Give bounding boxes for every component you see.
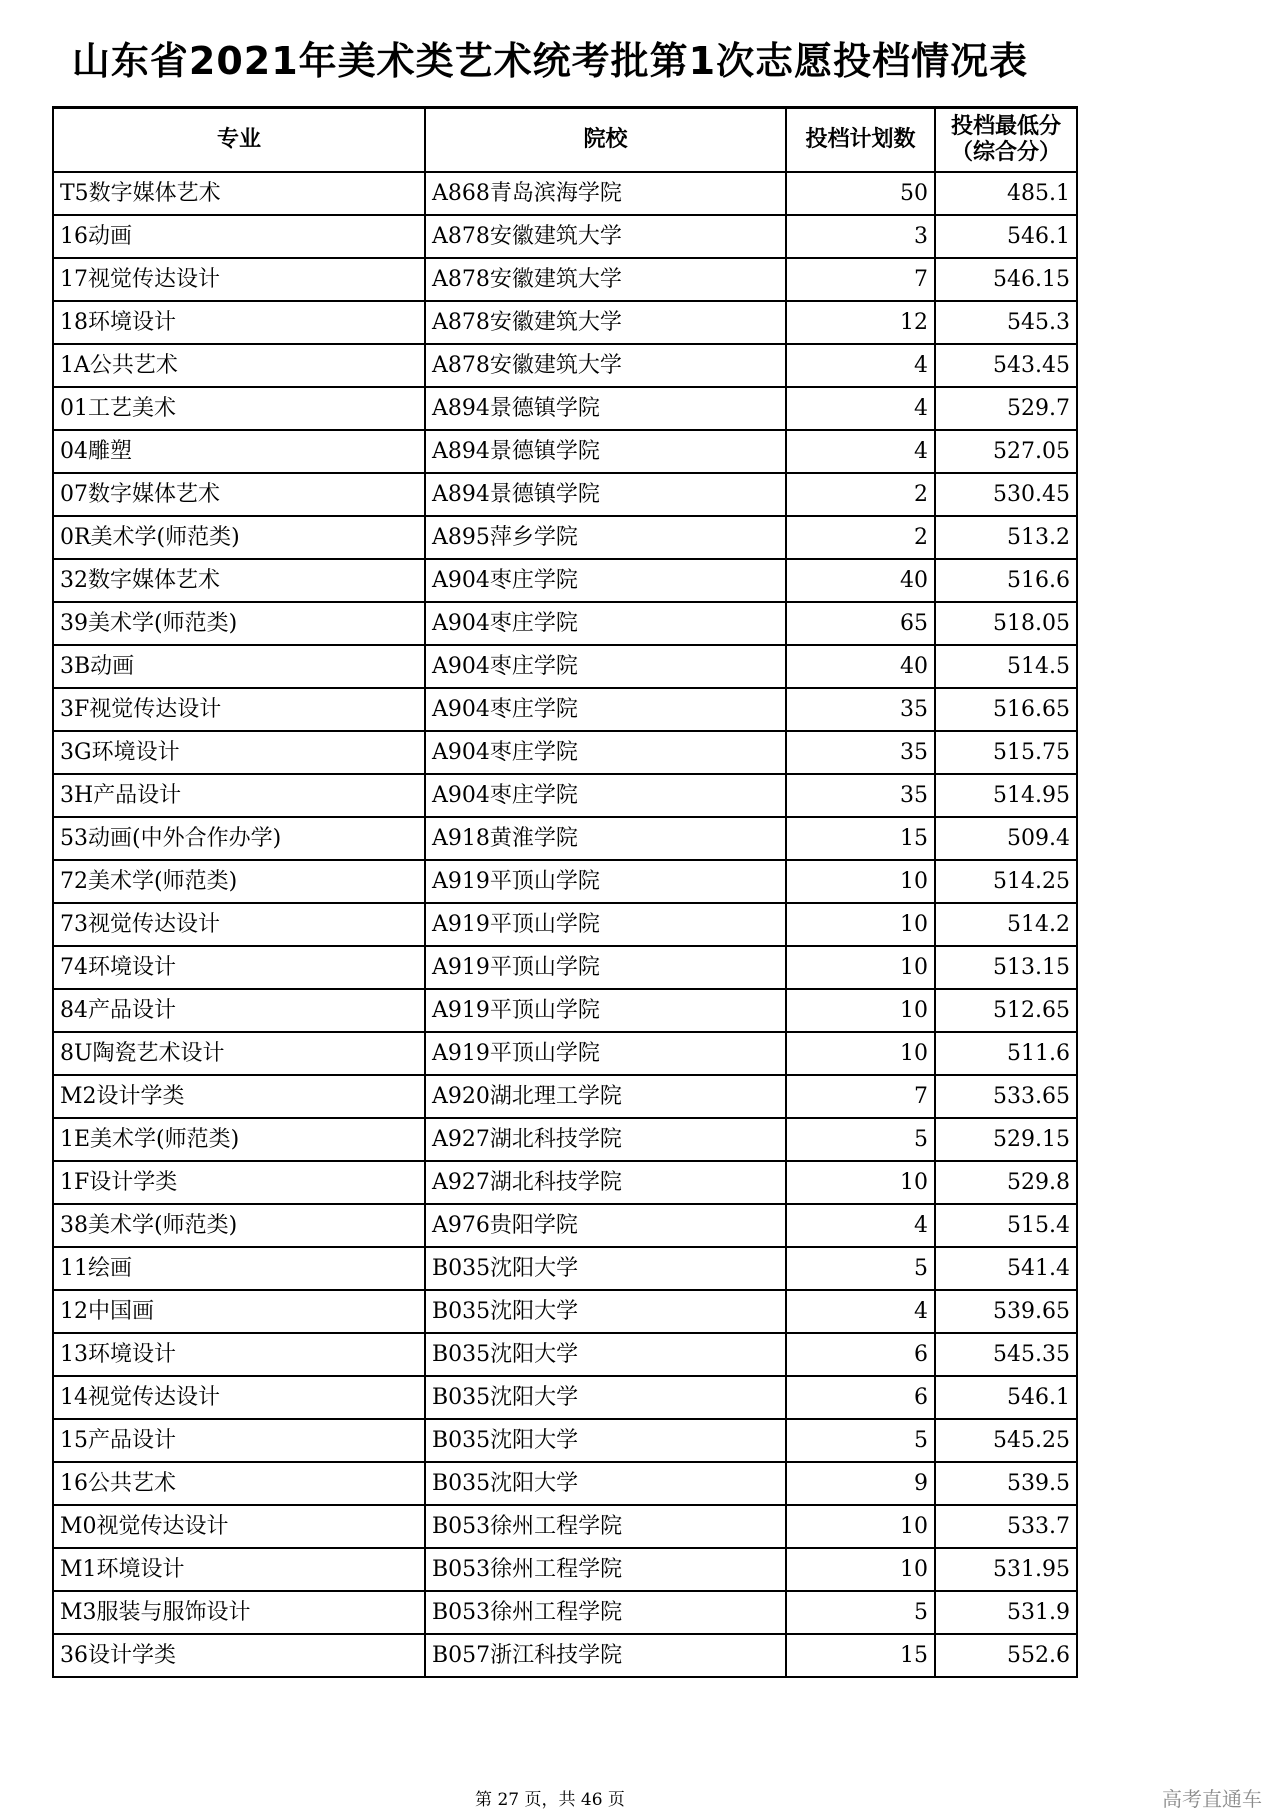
cell-school: B035沈阳大学 — [425, 1419, 786, 1462]
cell-major: 1E美术学(师范类) — [53, 1118, 425, 1161]
cell-school: A894景德镇学院 — [425, 430, 786, 473]
cell-school: A904枣庄学院 — [425, 645, 786, 688]
cell-school: A904枣庄学院 — [425, 774, 786, 817]
cell-major: 39美术学(师范类) — [53, 602, 425, 645]
cell-major: 15产品设计 — [53, 1419, 425, 1462]
cell-major: 36设计学类 — [53, 1634, 425, 1677]
cell-plan: 35 — [786, 731, 935, 774]
table-row — [53, 559, 1077, 602]
cell-plan: 10 — [786, 1548, 935, 1591]
table-row — [53, 1419, 1077, 1462]
cell-score: 516.6 — [935, 559, 1077, 602]
cell-score: 516.65 — [935, 688, 1077, 731]
cell-score: 518.05 — [935, 602, 1077, 645]
cell-score: 531.9 — [935, 1591, 1077, 1634]
cell-major: 53动画(中外合作办学) — [53, 817, 425, 860]
table-row — [53, 860, 1077, 903]
cell-major: 3F视觉传达设计 — [53, 688, 425, 731]
cell-major: 32数字媒体艺术 — [53, 559, 425, 602]
cell-score: 513.15 — [935, 946, 1077, 989]
cell-score: 543.45 — [935, 344, 1077, 387]
cell-school: A904枣庄学院 — [425, 731, 786, 774]
cell-major: 8U陶瓷艺术设计 — [53, 1032, 425, 1075]
table-row — [53, 1247, 1077, 1290]
cell-plan: 4 — [786, 387, 935, 430]
cell-plan: 15 — [786, 817, 935, 860]
cell-major: 13环境设计 — [53, 1333, 425, 1376]
table-row — [53, 817, 1077, 860]
table-row — [53, 1075, 1077, 1118]
cell-score: 546.1 — [935, 1376, 1077, 1419]
cell-major: 17视觉传达设计 — [53, 258, 425, 301]
cell-score: 529.8 — [935, 1161, 1077, 1204]
cell-major: 16公共艺术 — [53, 1462, 425, 1505]
cell-school: A919平顶山学院 — [425, 903, 786, 946]
cell-score: 515.75 — [935, 731, 1077, 774]
cell-school: A919平顶山学院 — [425, 860, 786, 903]
table-row — [53, 903, 1077, 946]
table-row — [53, 430, 1077, 473]
header-major: 专业 — [53, 108, 425, 173]
page-title: 山东省2021年美术类艺术统考批第1次志愿投档情况表 — [71, 39, 1029, 83]
cell-school: A894景德镇学院 — [425, 387, 786, 430]
cell-plan: 7 — [786, 258, 935, 301]
table-row — [53, 1591, 1077, 1634]
table-row — [53, 1032, 1077, 1075]
table-row — [53, 516, 1077, 559]
cell-score: 545.25 — [935, 1419, 1077, 1462]
table-row — [53, 774, 1077, 817]
cell-score: 541.4 — [935, 1247, 1077, 1290]
cell-school: A918黄淮学院 — [425, 817, 786, 860]
cell-score: 485.1 — [935, 172, 1077, 215]
cell-school: B057浙江科技学院 — [425, 1634, 786, 1677]
cell-score: 552.6 — [935, 1634, 1077, 1677]
cell-major: 1F设计学类 — [53, 1161, 425, 1204]
cell-plan: 5 — [786, 1247, 935, 1290]
table-row — [53, 258, 1077, 301]
cell-plan: 6 — [786, 1376, 935, 1419]
cell-plan: 10 — [786, 1505, 935, 1548]
cell-school: A927湖北科技学院 — [425, 1161, 786, 1204]
cell-school: A919平顶山学院 — [425, 1032, 786, 1075]
cell-school: B053徐州工程学院 — [425, 1591, 786, 1634]
cell-plan: 4 — [786, 430, 935, 473]
cell-major: 38美术学(师范类) — [53, 1204, 425, 1247]
table-row — [53, 1118, 1077, 1161]
cell-score: 513.2 — [935, 516, 1077, 559]
cell-school: B035沈阳大学 — [425, 1290, 786, 1333]
cell-major: 01工艺美术 — [53, 387, 425, 430]
cell-plan: 3 — [786, 215, 935, 258]
cell-plan: 2 — [786, 473, 935, 516]
cell-score: 546.1 — [935, 215, 1077, 258]
cell-plan: 4 — [786, 1204, 935, 1247]
table-row — [53, 215, 1077, 258]
cell-major: 12中国画 — [53, 1290, 425, 1333]
cell-school: A904枣庄学院 — [425, 559, 786, 602]
cell-plan: 5 — [786, 1591, 935, 1634]
cell-school: A895萍乡学院 — [425, 516, 786, 559]
cell-score: 509.4 — [935, 817, 1077, 860]
cell-plan: 10 — [786, 903, 935, 946]
table-row — [53, 1634, 1077, 1677]
cell-score: 545.35 — [935, 1333, 1077, 1376]
header-school: 院校 — [425, 108, 786, 173]
cell-school: B053徐州工程学院 — [425, 1548, 786, 1591]
table-body — [53, 172, 1077, 1677]
cell-major: 18环境设计 — [53, 301, 425, 344]
cell-major: 84产品设计 — [53, 989, 425, 1032]
cell-major: M0视觉传达设计 — [53, 1505, 425, 1548]
cell-plan: 7 — [786, 1075, 935, 1118]
cell-school: A976贵阳学院 — [425, 1204, 786, 1247]
cell-plan: 5 — [786, 1419, 935, 1462]
cell-plan: 40 — [786, 559, 935, 602]
cell-school: B035沈阳大学 — [425, 1376, 786, 1419]
cell-plan: 35 — [786, 774, 935, 817]
table-row — [53, 1376, 1077, 1419]
cell-plan: 4 — [786, 344, 935, 387]
cell-score: 515.4 — [935, 1204, 1077, 1247]
cell-plan: 2 — [786, 516, 935, 559]
cell-school: A919平顶山学院 — [425, 946, 786, 989]
cell-score: 514.25 — [935, 860, 1077, 903]
cell-major: 0R美术学(师范类) — [53, 516, 425, 559]
cell-major: 16动画 — [53, 215, 425, 258]
table-row — [53, 1505, 1077, 1548]
cell-score: 514.2 — [935, 903, 1077, 946]
cell-plan: 4 — [786, 1290, 935, 1333]
cell-major: 07数字媒体艺术 — [53, 473, 425, 516]
table-row — [53, 1290, 1077, 1333]
cell-plan: 10 — [786, 860, 935, 903]
cell-score: 546.15 — [935, 258, 1077, 301]
table-row — [53, 688, 1077, 731]
table-row — [53, 989, 1077, 1032]
cell-major: M3服装与服饰设计 — [53, 1591, 425, 1634]
cell-score: 533.7 — [935, 1505, 1077, 1548]
cell-major: 74环境设计 — [53, 946, 425, 989]
cell-major: 04雕塑 — [53, 430, 425, 473]
cell-school: A878安徽建筑大学 — [425, 215, 786, 258]
cell-plan: 50 — [786, 172, 935, 215]
cell-plan: 65 — [786, 602, 935, 645]
header-score — [935, 108, 1077, 173]
table-row — [53, 473, 1077, 516]
cell-score: 545.3 — [935, 301, 1077, 344]
cell-school: A927湖北科技学院 — [425, 1118, 786, 1161]
cell-plan: 15 — [786, 1634, 935, 1677]
cell-school: A868青岛滨海学院 — [425, 172, 786, 215]
cell-school: B035沈阳大学 — [425, 1462, 786, 1505]
cell-major: 3H产品设计 — [53, 774, 425, 817]
cell-score: 511.6 — [935, 1032, 1077, 1075]
table-row — [53, 1204, 1077, 1247]
table-header-row — [53, 108, 1077, 173]
table-row — [53, 1161, 1077, 1204]
header-score-line1: 投档最低分 — [950, 114, 1061, 139]
cell-major: 3B动画 — [53, 645, 425, 688]
cell-score: 529.7 — [935, 387, 1077, 430]
cell-school: A920湖北理工学院 — [425, 1075, 786, 1118]
cell-school: A878安徽建筑大学 — [425, 344, 786, 387]
cell-plan: 10 — [786, 1032, 935, 1075]
cell-major: M1环境设计 — [53, 1548, 425, 1591]
cell-score: 529.15 — [935, 1118, 1077, 1161]
cell-major: 11绘画 — [53, 1247, 425, 1290]
cell-score: 531.95 — [935, 1548, 1077, 1591]
cell-score: 530.45 — [935, 473, 1077, 516]
cell-major: 3G环境设计 — [53, 731, 425, 774]
table-row — [53, 1548, 1077, 1591]
cell-score: 533.65 — [935, 1075, 1077, 1118]
cell-school: B035沈阳大学 — [425, 1333, 786, 1376]
page-number: 第 27 页，共 46 页 — [475, 1790, 625, 1810]
cell-score: 539.5 — [935, 1462, 1077, 1505]
cell-school: A894景德镇学院 — [425, 473, 786, 516]
cell-school: A878安徽建筑大学 — [425, 301, 786, 344]
table-row — [53, 344, 1077, 387]
cell-plan: 6 — [786, 1333, 935, 1376]
cell-major: 1A公共艺术 — [53, 344, 425, 387]
cell-school: A904枣庄学院 — [425, 688, 786, 731]
cell-score: 527.05 — [935, 430, 1077, 473]
table-row — [53, 301, 1077, 344]
cell-school: A904枣庄学院 — [425, 602, 786, 645]
cell-school: B035沈阳大学 — [425, 1247, 786, 1290]
table-row — [53, 172, 1077, 215]
cell-plan: 12 — [786, 301, 935, 344]
table-row — [53, 387, 1077, 430]
cell-plan: 10 — [786, 946, 935, 989]
table-row — [53, 1333, 1077, 1376]
cell-score: 514.5 — [935, 645, 1077, 688]
table-row — [53, 645, 1077, 688]
cell-major: 72美术学(师范类) — [53, 860, 425, 903]
cell-score: 514.95 — [935, 774, 1077, 817]
table-row — [53, 946, 1077, 989]
cell-plan: 10 — [786, 1161, 935, 1204]
header-plan: 投档计划数 — [786, 108, 935, 173]
header-score-line2: （综合分） — [950, 140, 1061, 165]
cell-plan: 40 — [786, 645, 935, 688]
cell-score: 512.65 — [935, 989, 1077, 1032]
cell-school: B053徐州工程学院 — [425, 1505, 786, 1548]
cell-major: 73视觉传达设计 — [53, 903, 425, 946]
watermark-text: 高考直通车 — [1162, 1787, 1262, 1811]
cell-plan: 10 — [786, 989, 935, 1032]
cell-school: A878安徽建筑大学 — [425, 258, 786, 301]
table-row — [53, 1462, 1077, 1505]
cell-major: T5数字媒体艺术 — [53, 172, 425, 215]
cell-school: A919平顶山学院 — [425, 989, 786, 1032]
cell-plan: 35 — [786, 688, 935, 731]
table-row — [53, 731, 1077, 774]
cell-major: M2设计学类 — [53, 1075, 425, 1118]
table-row — [53, 602, 1077, 645]
cell-plan: 9 — [786, 1462, 935, 1505]
admission-table — [52, 106, 1078, 1678]
cell-plan: 5 — [786, 1118, 935, 1161]
cell-score: 539.65 — [935, 1290, 1077, 1333]
cell-major: 14视觉传达设计 — [53, 1376, 425, 1419]
